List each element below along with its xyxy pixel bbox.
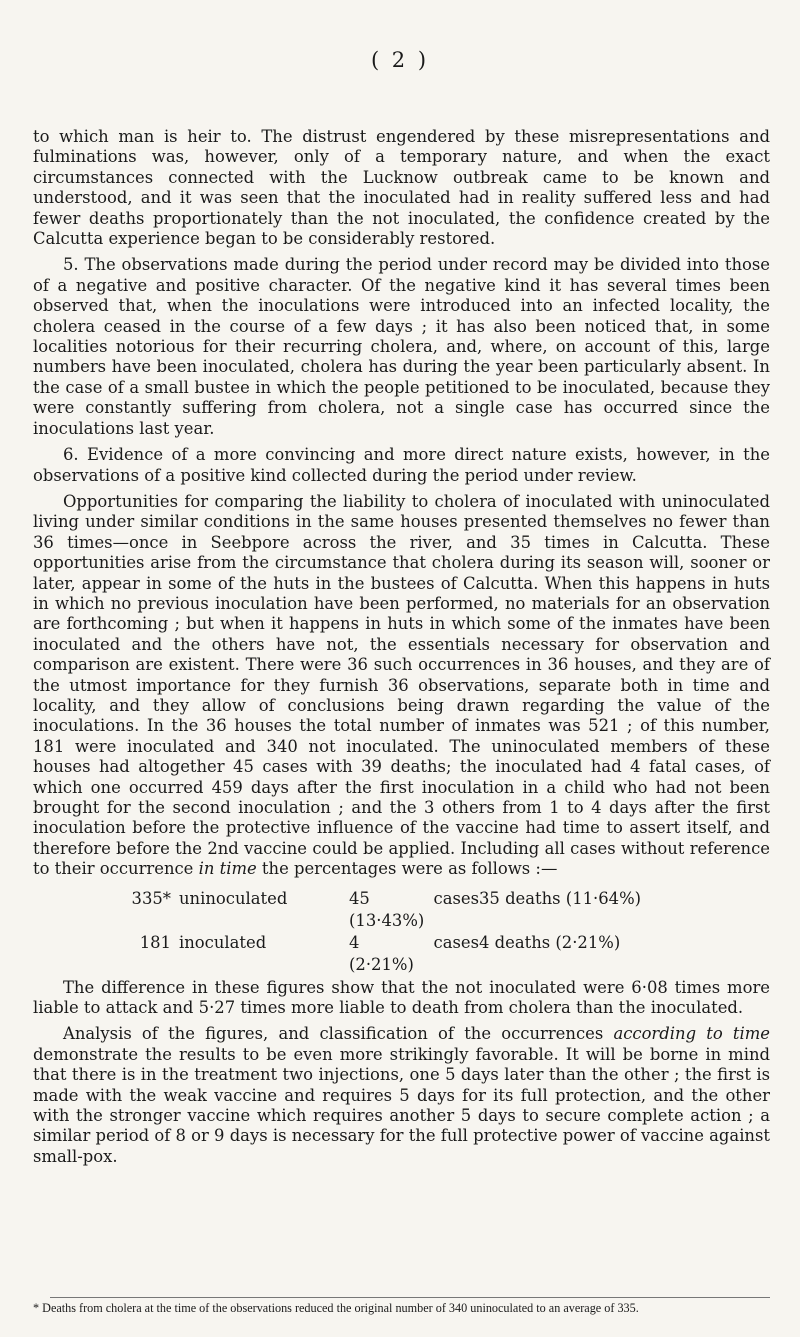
stats-cases: 45 cases (13·43%): [349, 888, 479, 930]
paragraph-continuation: to which man is heir to. The distrust engendered by these misrepresentations and fulminations was, however, only of a temporary nature, and when the exact circumstances connected with the Lucknow outbreak came to be known and understood, and it was seen that the inoculated had in reality suffered less and had fewer deaths proportionately than the not inoculated, the confidence created by the Calcutta experience began to be considerably restored.: [33, 127, 770, 249]
stats-deaths: 35 deaths (11·64%): [479, 888, 642, 908]
p7-tail: the percentages were as follows :—: [261, 859, 558, 879]
paragraph-6: 6. Evidence of a more convincing and more direct nature exists, however, in the observations of a positive kind collected during the period under review.: [33, 445, 770, 485]
stats-row-uninoculated: [33, 888, 770, 932]
p9-head: Analysis of the figures, and classification of the occurrences: [63, 1024, 604, 1044]
stats-count: 181: [139, 932, 171, 952]
p9-tail: demonstrate the results to be even more strikingly favorable. It will be borne in mind that there is in the treatment two injections, one 5 days later than the other ; the first is made with the weak vaccine and requires 5 days for its full protection, and the other with the stronger vaccine which requires another 5 days to secure complete action ; a similar period of 8 or 9 days is necessary for the full protective power of vaccine against small-pox.: [33, 1044, 770, 1166]
footnote: * Deaths from cholera at the time of the observations reduced the original number of 340 uninoculated to an average of 335.: [33, 1301, 639, 1315]
footnote-divider: [50, 1297, 770, 1298]
p9-emphasis: according to time: [613, 1024, 770, 1044]
p7-text: Opportunities for comparing the liability to cholera of inoculated with uninoculated living under similar conditions in the same houses presented themselves no fewer than 36 times—once in Seebpore across the river, and 35 times in Calcutta. These opportunities arise from the circumstance that cholera during its season will, sooner or later, appear in some of the huts in the bustees of Calcutta. When this happens in huts in which no previous inoculation have been performed, no materials for an observation are forthcoming ; but when it happens in huts in which some of the inmates have been inoculated and the others have not, the essentials necessary for observation and comparison are existent. There were 36 such occurrences in 36 houses, and they are of the utmost importance for they furnish 36 observations, separate both in time and locality, and they allow of conclusions being drawn regarding the value of the inoculations. In the 36 houses the total number of inmates was 521 ; of this number, 181 were inoculated and 340 not inoculated. The uninoculated members of these houses had altogether 45 cases with 39 deaths; the inoculated had 4 fatal cases, of which one occurred 459 days after the first inoculation in a child who had not been brought for the second inoculation ; and the 3 others from 1 to 4 days after the first inoculation before the protective influence of the vaccine had time to assert itself, and therefore before the 2nd vaccine could be applied. Including all cases without reference to their occurrence: [33, 491, 770, 879]
stats-row-inoculated: [33, 932, 770, 976]
stats-group: inoculated: [179, 932, 267, 952]
statistics-table: [33, 888, 770, 976]
paragraph-difference: The difference in these figures show that the not inoculated were 6·08 times more liable to attack and 5·27 times more liable to death from cholera than the inoculated.: [33, 977, 770, 1018]
paragraph-opportunities: [33, 492, 770, 880]
paragraph-5: 5. The observations made during the period under record may be divided into those of a negative and positive character. Of the negative kind it has several times been observed that, when the inoculations were introduced into an infected locality, the cholera ceased in the course of a few days ; it has also been noticed that, in some localities notorious for their recurring cholera, and, where, on account of this, large numbers have been inoculated, cholera has during the year been particularly absent. In the case of a small bustee in which the people petitioned to be inoculated, because they were constantly suffering from cholera, not a single case has occurred since the inoculations last year.: [33, 255, 770, 438]
stats-deaths: 4 deaths (2·21%): [479, 932, 621, 952]
stats-group: uninoculated: [179, 888, 288, 908]
stats-cases: 4 cases (2·21%): [349, 932, 479, 974]
page-number: ( 2 ): [370, 48, 430, 72]
p7-emphasis: in time: [198, 859, 257, 879]
stats-count: 335*: [131, 888, 171, 908]
body-text: [33, 127, 770, 1167]
paragraph-analysis: [33, 1024, 770, 1167]
